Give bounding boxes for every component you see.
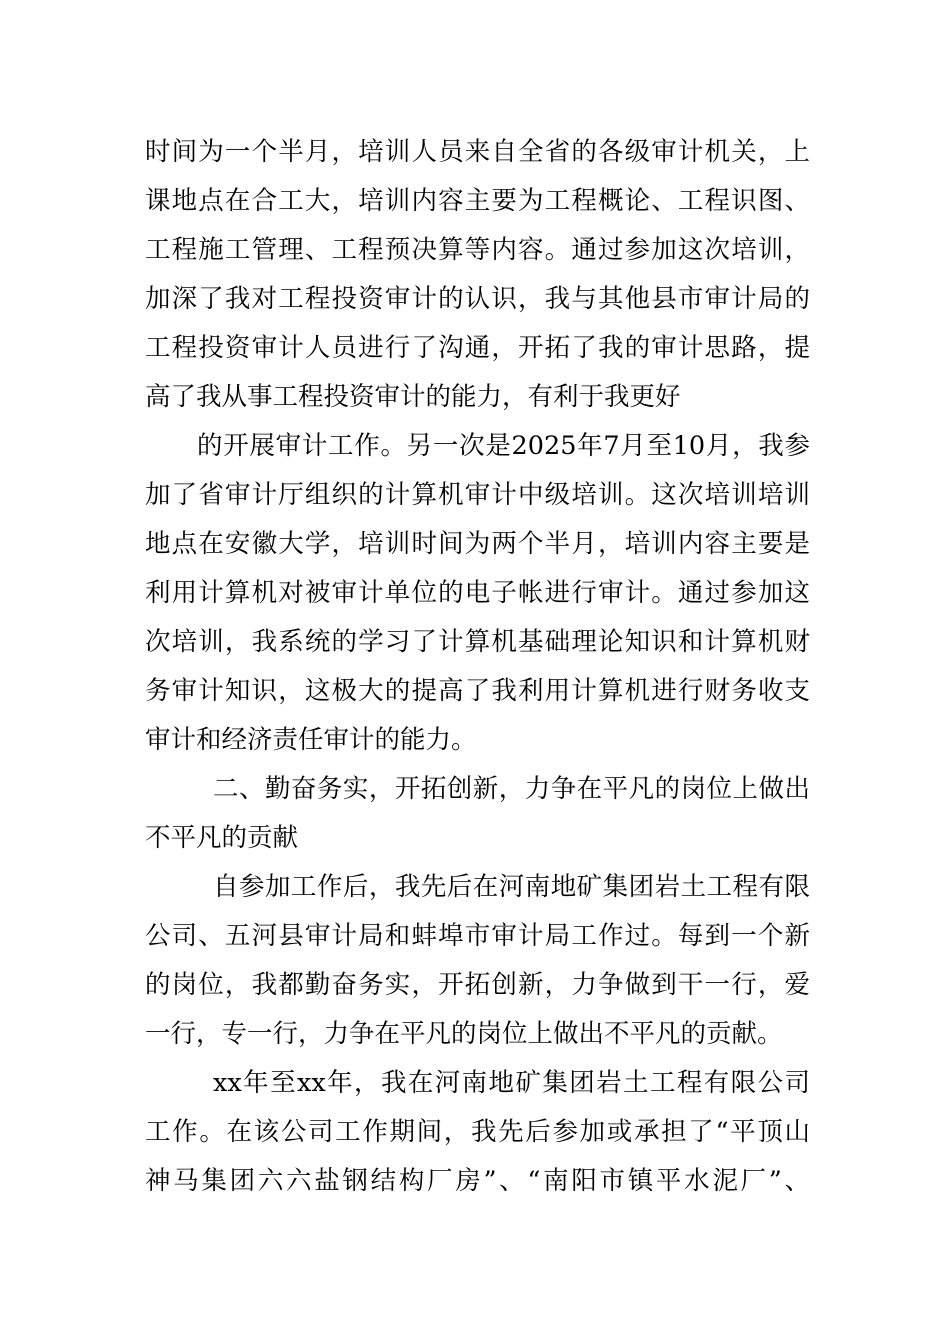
text-line: 工程施工管理、工程预决算等内容。通过参加这次培训， <box>145 235 810 265</box>
text-line: 课地点在合工大，培训内容主要为工程概论、工程识图、 <box>145 186 810 216</box>
text-line: 公司、五河县审计局和蚌埠市审计局工作过。每到一个新 <box>145 921 810 951</box>
text-line: 务审计知识，这极大的提高了我利用计算机进行财务收支 <box>145 676 810 706</box>
text-line: 加深了我对工程投资审计的认识，我与其他县市审计局的 <box>145 284 810 314</box>
text-line: 时间为一个半月，培训人员来自全省的各级审计机关，上 <box>145 137 810 167</box>
section-heading: 不平凡的贡献 <box>145 823 299 853</box>
text-line: 高了我从事工程投资审计的能力，有利于我更好 <box>145 382 681 412</box>
text-line: xx年至xx年，我在河南地矿集团岩土工程有限公司 <box>213 1068 810 1098</box>
text-line: 利用计算机对被审计单位的电子帐进行审计。通过参加这 <box>145 578 810 608</box>
text-line: 自参加工作后，我先后在河南地矿集团岩土工程有限 <box>213 872 810 902</box>
text-line: 工程投资审计人员进行了沟通，开拓了我的审计思路，提 <box>145 333 810 363</box>
text-line: 的开展审计工作。另一次是2025年7月至10月，我参 <box>197 431 810 461</box>
document-body <box>145 128 810 1206</box>
text-line: 工作。在该公司工作期间，我先后参加或承担了“平顶山 <box>145 1117 810 1147</box>
text-line: 的岗位，我都勤奋务实，开拓创新，力争做到干一行，爱 <box>145 970 810 1000</box>
text-line: 审计和经济责任审计的能力。 <box>145 725 477 755</box>
text-line: 神马集团六六盐钢结构厂房”、“南阳市镇平水泥厂”、 <box>145 1166 810 1196</box>
section-heading: 二、勤奋务实，开拓创新，力争在平凡的岗位上做出 <box>213 774 810 804</box>
text-line: 加了省审计厅组织的计算机审计中级培训。这次培训培训 <box>145 480 810 510</box>
text-line: 次培训，我系统的学习了计算机基础理论知识和计算机财 <box>145 627 810 657</box>
text-line: 地点在安徽大学，培训时间为两个半月，培训内容主要是 <box>145 529 810 559</box>
text-line: 一行，专一行，力争在平凡的岗位上做出不平凡的贡献。 <box>145 1019 783 1049</box>
